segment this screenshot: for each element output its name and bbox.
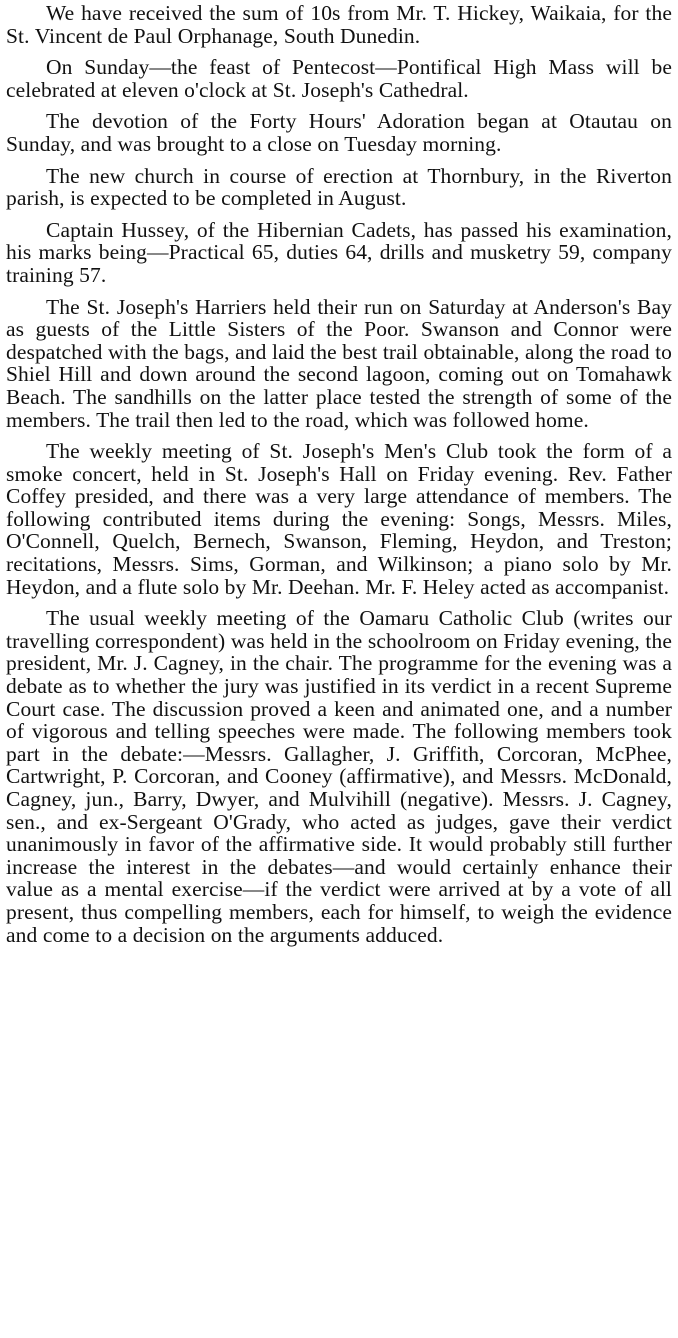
paragraph-mens-club-concert: The weekly meeting of St. Joseph's Men's Club took the form of a smoke concert, held in St. Joseph's Hall on Friday evening. Rev. Father Coffey presided, and there was a very large attendance of members. The following contributed items during the evening: Songs, Messrs. Miles, O'Connell, Quelch, Bernech, Swanson, Fleming, Heydon, and Treston; recitations, Messrs. Sims, Gorman, and Wilkinson; a piano solo by Mr. Heydon, and a flute solo by Mr. Deehan. Mr. F. Heley acted as accompanist. xyxy=(6,439,672,599)
paragraph-oamaru-debate: The usual weekly meeting of the Oamaru Catholic Club (writes our travelling correspondent) was held in the schoolroom on Friday evening, the president, Mr. J. Cagney, in the chair. The programme for the evening was a debate as to whether the jury was justified in its verdict in a recent Supreme Court case. The discussion proved a keen and animated one, and a number of vigorous and telling speeches were made. The following members took part in the debate:—Messrs. Gallagher, J. Griffith, Corcoran, McPhee, Cartwright, P. Corcoran, and Cooney (affirmative), and Messrs. McDonald, Cagney, jun., Barry, Dwyer, and Mulvihill (negative). Messrs. J. Cagney, sen., and ex-Sergeant O'Grady, who acted as judges, gave their verdict unanimously in favor of the affirmative side. It would probably still further increase the interest in the debates—and would certainly enhance their value as a mental exercise—if the verdict were arrived at by a vote of all present, thus compelling members, each for himself, to weigh the evidence and come to a decision on the arguments adduced. xyxy=(6,606,672,947)
paragraph-orphanage-donation: We have received the sum of 10s from Mr. T. Hickey, Waikaia, for the St. Vincent de Paul Orphanage, South Dunedin. xyxy=(6,1,672,48)
paragraph-harriers-run: The St. Joseph's Harriers held their run on Saturday at Anderson's Bay as guests of the Little Sisters of the Poor. Swanson and Connor were despatched with the bags, and laid the best trail obtainable, along the road to Shiel Hill and down around the second lagoon, coming out on Tomahawk Beach. The sandhills on the latter place tested the strength of some of the members. The trail then led to the road, which was followed home. xyxy=(6,294,672,432)
paragraph-pentecost-mass: On Sunday—the feast of Pentecost—Pontifical High Mass will be celebrated at eleven o'clock at St. Joseph's Cathedral. xyxy=(6,55,672,102)
news-column xyxy=(6,2,672,946)
paragraph-hibernian-cadets: Captain Hussey, of the Hibernian Cadets, has passed his examination, his marks being—Practical 65, duties 64, drills and musketry 59, company training 57. xyxy=(6,217,672,287)
paragraph-forty-hours: The devotion of the Forty Hours' Adoration began at Otautau on Sunday, and was brought to a close on Tuesday morning. xyxy=(6,109,672,156)
paragraph-thornbury-church: The new church in course of erection at Thornbury, in the Riverton parish, is expected to be completed in August. xyxy=(6,163,672,211)
